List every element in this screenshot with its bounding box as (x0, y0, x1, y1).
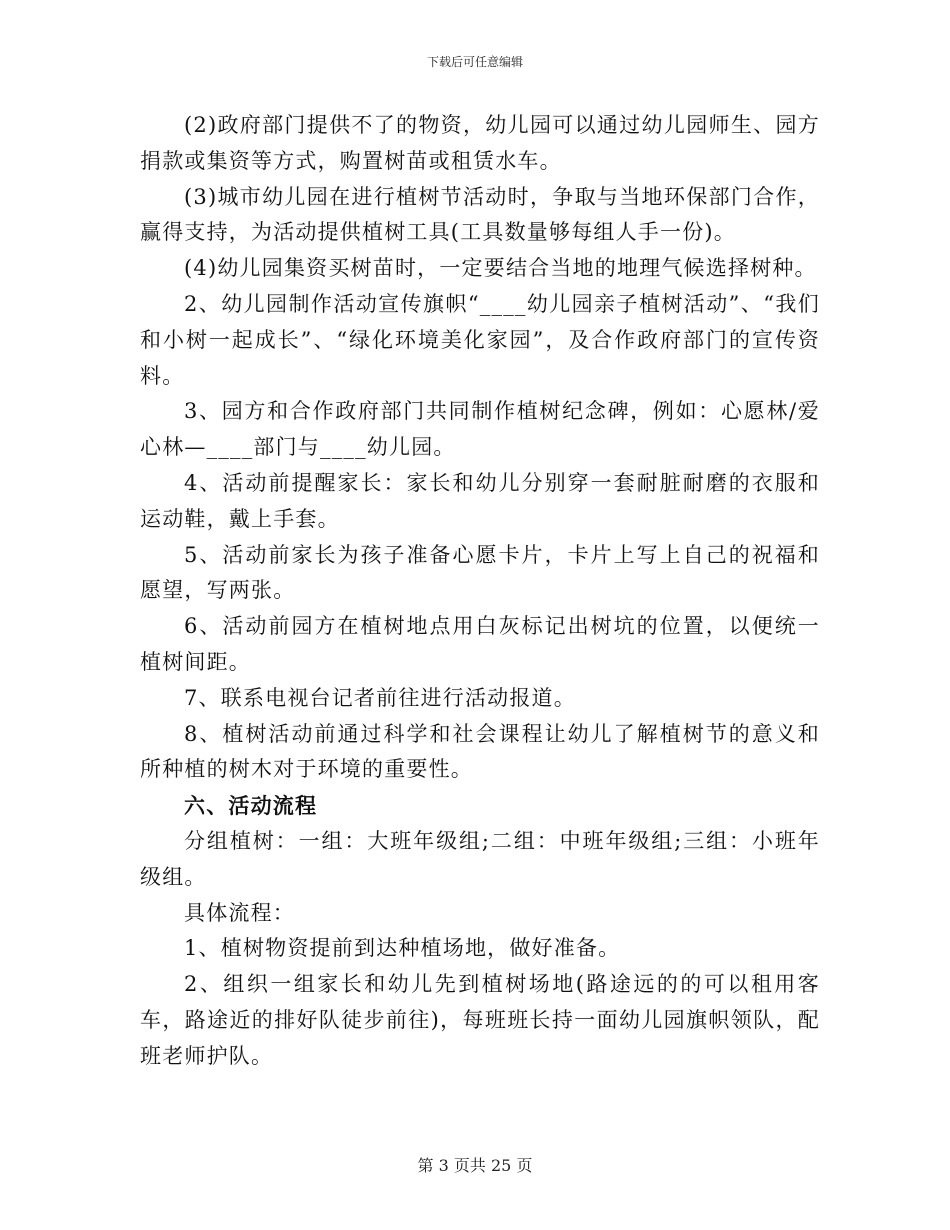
paragraph-prep-4: 4、活动前提醒家长：家长和幼儿分别穿一套耐脏耐磨的衣服和运动鞋，戴上手套。 (140, 470, 820, 531)
paragraph-process-label: 具体流程： (184, 900, 295, 925)
page-footer: 第 3 页共 25 页 (417, 1156, 533, 1175)
paragraph-process-1: 1、植树物资提前到达种植场地，做好准备。 (184, 936, 621, 961)
document-body (140, 108, 820, 1075)
paragraph-item-4: (4)幼儿园集资买树苗时，一定要结合当地的地理气候选择树种。 (184, 256, 817, 281)
paragraph-process-2: 2、组织一组家长和幼儿先到植树场地(路途远的的可以租用客车，路途近的排好队徒步前往)，每班班长持一面幼儿园旗帜领队，配班老师护队。 (140, 972, 820, 1068)
section-heading: 六、活动流程 (184, 793, 318, 819)
paragraph-grouping: 分组植树：一组：大班年级组;二组：中班年级组;三组：小班年级组。 (140, 828, 820, 889)
paragraph-item-3: (3)城市幼儿园在进行植树节活动时，争取与当地环保部门合作，赢得支持，为活动提供植树工具(工具数量够每组人手一份)。 (140, 184, 820, 245)
paragraph-item-2: (2)政府部门提供不了的物资，幼儿园可以通过幼儿园师生、园方捐款或集资等方式，购置树苗或租赁水车。 (140, 113, 820, 173)
paragraph-prep-2: 2、幼儿园制作活动宣传旗帜“____幼儿园亲子植树活动”、“我们和小树一起成长”、“绿化环境美化家园”，及合作政府部门的宣传资料。 (140, 291, 820, 388)
paragraph-prep-5: 5、活动前家长为孩子准备心愿卡片，卡片上写上自己的祝福和愿望，写两张。 (140, 542, 820, 603)
paragraph-prep-6: 6、活动前园方在植树地点用白灰标记出树坑的位置，以便统一植树间距。 (140, 614, 820, 674)
paragraph-prep-3: 3、园方和合作政府部门共同制作植树纪念碑，例如：心愿林/爱心林—____部门与____幼儿园。 (140, 399, 820, 460)
paragraph-prep-8: 8、植树活动前通过科学和社会课程让幼儿了解植树节的意义和所种植的树木对于环境的重要性。 (140, 721, 820, 782)
page-header: 下载后可任意编辑 (426, 55, 523, 69)
paragraph-prep-7: 7、联系电视台记者前往进行活动报道。 (184, 685, 576, 710)
